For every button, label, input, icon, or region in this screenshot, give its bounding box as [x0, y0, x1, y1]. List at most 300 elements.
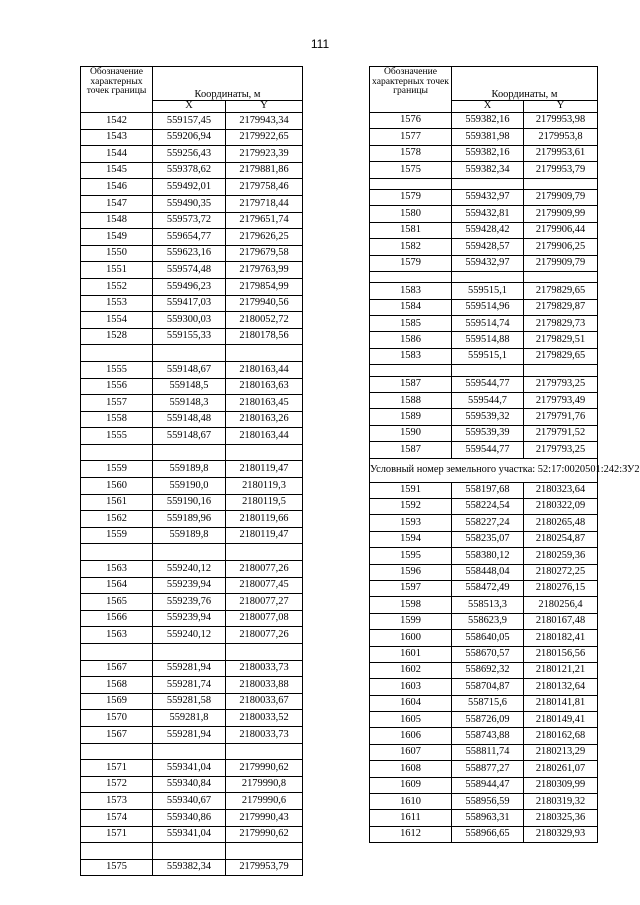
x-coordinate-cell: 559340,84	[153, 776, 226, 793]
y-coordinate-cell: 2179990,43	[226, 809, 303, 826]
table-spacer-row	[81, 743, 303, 760]
table-row	[81, 278, 303, 295]
x-coordinate-cell: 558956,59	[452, 794, 524, 810]
x-coordinate-cell: 559492,01	[153, 179, 226, 196]
table-row	[370, 810, 598, 826]
point-number-cell: 1542	[81, 113, 153, 130]
y-coordinate-cell: 2179943,34	[226, 113, 303, 130]
point-number-cell: 1597	[370, 580, 452, 596]
y-coordinate-cell: 2180119,47	[226, 461, 303, 478]
point-number-cell: 1556	[81, 378, 153, 395]
point-number-cell	[81, 843, 153, 860]
table-row	[81, 328, 303, 345]
table-row	[81, 179, 303, 196]
y-coordinate-cell: 2179953,61	[524, 145, 598, 161]
header-x: X	[153, 101, 226, 113]
table-spacer-row	[81, 345, 303, 362]
table-row	[81, 561, 303, 578]
y-coordinate-cell: 2180276,15	[524, 580, 598, 596]
x-coordinate-cell: 559281,58	[153, 693, 226, 710]
header-point-name: Обозначение характерных точек границы	[370, 67, 452, 113]
point-number-cell: 1600	[370, 630, 452, 646]
y-coordinate-cell: 2180077,26	[226, 561, 303, 578]
y-coordinate-cell: 2179679,58	[226, 245, 303, 262]
table-spacer-row	[81, 843, 303, 860]
point-number-cell: 1549	[81, 229, 153, 246]
point-number-cell: 1548	[81, 212, 153, 229]
y-coordinate-cell	[226, 644, 303, 661]
point-number-cell: 1572	[81, 776, 153, 793]
y-coordinate-cell: 2180162,68	[524, 728, 598, 744]
y-coordinate-cell: 2179763,99	[226, 262, 303, 279]
table-row	[370, 189, 598, 205]
point-number-cell	[81, 644, 153, 661]
y-coordinate-cell: 2180167,48	[524, 613, 598, 629]
point-number-cell: 1551	[81, 262, 153, 279]
point-number-cell	[370, 178, 452, 189]
x-coordinate-cell: 559490,35	[153, 195, 226, 212]
point-number-cell: 1585	[370, 316, 452, 332]
point-number-cell: 1571	[81, 826, 153, 843]
x-coordinate-cell: 558235,07	[452, 531, 524, 547]
x-coordinate-cell: 558944,47	[452, 777, 524, 793]
y-coordinate-cell: 2179758,46	[226, 179, 303, 196]
point-number-cell: 1569	[81, 693, 153, 710]
table-row	[81, 195, 303, 212]
y-coordinate-cell: 2180163,45	[226, 395, 303, 412]
table-row	[81, 245, 303, 262]
point-number-cell: 1559	[81, 527, 153, 544]
table-row	[81, 793, 303, 810]
y-coordinate-cell: 2179990,6	[226, 793, 303, 810]
x-coordinate-cell: 559381,98	[452, 129, 524, 145]
y-coordinate-cell	[226, 345, 303, 362]
table-row	[370, 348, 598, 364]
table-row	[370, 695, 598, 711]
point-number-cell: 1545	[81, 162, 153, 179]
table-row	[370, 531, 598, 547]
table-row	[81, 378, 303, 395]
point-number-cell: 1610	[370, 794, 452, 810]
y-coordinate-cell: 2179909,79	[524, 189, 598, 205]
table-row	[81, 295, 303, 312]
table-row	[370, 283, 598, 299]
y-coordinate-cell: 2179829,73	[524, 316, 598, 332]
y-coordinate-cell: 2179990,62	[226, 760, 303, 777]
table-row	[81, 461, 303, 478]
header-x: X	[452, 101, 524, 113]
point-number-cell: 1581	[370, 222, 452, 238]
point-number-cell: 1582	[370, 239, 452, 255]
x-coordinate-cell: 559382,16	[452, 145, 524, 161]
table-row	[81, 478, 303, 495]
y-coordinate-cell: 2179922,65	[226, 129, 303, 146]
table-row	[370, 826, 598, 842]
point-number-cell: 1571	[81, 760, 153, 777]
point-number-cell	[370, 365, 452, 376]
table-spacer-row	[81, 544, 303, 561]
x-coordinate-cell: 559382,34	[153, 859, 226, 876]
table-row	[370, 777, 598, 793]
y-coordinate-cell: 2179626,25	[226, 229, 303, 246]
y-coordinate-cell: 2180163,44	[226, 428, 303, 445]
x-coordinate-cell	[153, 743, 226, 760]
point-number-cell: 1575	[370, 162, 452, 178]
y-coordinate-cell: 2180254,87	[524, 531, 598, 547]
y-coordinate-cell: 2179923,39	[226, 146, 303, 163]
point-number-cell: 1554	[81, 312, 153, 329]
table-row	[81, 113, 303, 130]
table-row	[370, 613, 598, 629]
point-number-cell: 1567	[81, 660, 153, 677]
table-row	[370, 744, 598, 760]
x-coordinate-cell: 559281,8	[153, 710, 226, 727]
point-number-cell: 1557	[81, 395, 153, 412]
point-number-cell: 1561	[81, 494, 153, 511]
x-coordinate-cell: 558380,12	[452, 548, 524, 564]
x-coordinate-cell	[153, 444, 226, 461]
table-row	[370, 393, 598, 409]
x-coordinate-cell: 558966,65	[452, 826, 524, 842]
y-coordinate-cell: 2180261,07	[524, 761, 598, 777]
table-row	[81, 146, 303, 163]
table-row	[370, 162, 598, 178]
table-row	[370, 580, 598, 596]
table-row	[370, 597, 598, 613]
x-coordinate-cell: 558640,05	[452, 630, 524, 646]
point-number-cell: 1583	[370, 283, 452, 299]
y-coordinate-cell: 2179718,44	[226, 195, 303, 212]
x-coordinate-cell: 559340,86	[153, 809, 226, 826]
x-coordinate-cell: 559281,94	[153, 726, 226, 743]
y-coordinate-cell: 2180077,08	[226, 610, 303, 627]
point-number-cell: 1544	[81, 146, 153, 163]
table-row	[370, 145, 598, 161]
point-number-cell: 1546	[81, 179, 153, 196]
table-row	[370, 498, 598, 514]
point-number-cell: 1563	[81, 561, 153, 578]
x-coordinate-cell: 559544,7	[452, 393, 524, 409]
x-coordinate-cell: 559190,0	[153, 478, 226, 495]
table-row	[370, 239, 598, 255]
table-row	[370, 761, 598, 777]
y-coordinate-cell: 2180329,93	[524, 826, 598, 842]
x-coordinate-cell: 559515,1	[452, 348, 524, 364]
x-coordinate-cell: 558513,3	[452, 597, 524, 613]
table-row	[81, 361, 303, 378]
table-row	[81, 229, 303, 246]
table-row	[81, 312, 303, 329]
table-row	[81, 511, 303, 528]
point-number-cell: 1603	[370, 679, 452, 695]
x-coordinate-cell: 559239,76	[153, 594, 226, 611]
point-number-cell: 1598	[370, 597, 452, 613]
point-number-cell: 1558	[81, 411, 153, 428]
header-coordinates: Координаты, м	[452, 67, 598, 101]
point-number-cell: 1602	[370, 662, 452, 678]
y-coordinate-cell: 2180272,25	[524, 564, 598, 580]
y-coordinate-cell: 2180033,73	[226, 660, 303, 677]
point-number-cell: 1555	[81, 361, 153, 378]
table-row	[370, 630, 598, 646]
y-coordinate-cell: 2179793,25	[524, 376, 598, 392]
y-coordinate-cell: 2179793,49	[524, 393, 598, 409]
x-coordinate-cell: 559281,94	[153, 660, 226, 677]
y-coordinate-cell: 2180121,21	[524, 662, 598, 678]
y-coordinate-cell: 2180077,45	[226, 577, 303, 594]
y-coordinate-cell: 2179906,25	[524, 239, 598, 255]
x-coordinate-cell: 559148,48	[153, 411, 226, 428]
y-coordinate-cell: 2180119,5	[226, 494, 303, 511]
point-number-cell: 1586	[370, 332, 452, 348]
y-coordinate-cell: 2180119,66	[226, 511, 303, 528]
x-coordinate-cell: 559189,96	[153, 511, 226, 528]
x-coordinate-cell: 559148,3	[153, 395, 226, 412]
table-row	[370, 206, 598, 222]
point-number-cell: 1555	[81, 428, 153, 445]
table-row	[370, 482, 598, 498]
table-spacer-row	[370, 178, 598, 189]
y-coordinate-cell: 2180163,26	[226, 411, 303, 428]
point-number-cell: 1560	[81, 478, 153, 495]
y-coordinate-cell: 2179829,65	[524, 283, 598, 299]
point-number-cell: 1591	[370, 482, 452, 498]
x-coordinate-cell: 559340,67	[153, 793, 226, 810]
point-number-cell: 1609	[370, 777, 452, 793]
point-number-cell: 1604	[370, 695, 452, 711]
table-row	[81, 162, 303, 179]
point-number-cell: 1584	[370, 299, 452, 315]
table-row	[81, 760, 303, 777]
x-coordinate-cell: 559539,39	[452, 425, 524, 441]
y-coordinate-cell: 2179793,25	[524, 442, 598, 458]
header-point-name: Обозначение характерных точек границы	[81, 67, 153, 113]
x-coordinate-cell: 558670,57	[452, 646, 524, 662]
point-number-cell: 1579	[370, 189, 452, 205]
y-coordinate-cell: 2180323,64	[524, 482, 598, 498]
table-row	[370, 712, 598, 728]
table-row	[370, 442, 598, 458]
point-number-cell: 1605	[370, 712, 452, 728]
point-number-cell: 1578	[370, 145, 452, 161]
x-coordinate-cell: 558743,88	[452, 728, 524, 744]
table-row	[370, 564, 598, 580]
x-coordinate-cell: 559539,32	[452, 409, 524, 425]
point-number-cell: 1592	[370, 498, 452, 514]
x-coordinate-cell: 559155,33	[153, 328, 226, 345]
table-row	[81, 693, 303, 710]
x-coordinate-cell: 558877,27	[452, 761, 524, 777]
point-number-cell: 1589	[370, 409, 452, 425]
point-number-cell: 1573	[81, 793, 153, 810]
y-coordinate-cell: 2180119,47	[226, 527, 303, 544]
table-row	[81, 677, 303, 694]
point-number-cell: 1576	[370, 113, 452, 129]
point-number-cell: 1564	[81, 577, 153, 594]
table-row	[81, 809, 303, 826]
table-row	[81, 710, 303, 727]
table-row	[370, 222, 598, 238]
x-coordinate-cell: 559428,57	[452, 239, 524, 255]
table-row	[81, 395, 303, 412]
point-number-cell: 1550	[81, 245, 153, 262]
table-row	[81, 262, 303, 279]
y-coordinate-cell: 2180033,88	[226, 677, 303, 694]
y-coordinate-cell: 2179829,51	[524, 332, 598, 348]
table-row	[81, 627, 303, 644]
y-coordinate-cell: 2180052,72	[226, 312, 303, 329]
table-row	[370, 662, 598, 678]
point-number-cell: 1568	[81, 677, 153, 694]
point-number-cell	[81, 345, 153, 362]
table-row	[81, 577, 303, 594]
x-coordinate-cell: 559514,96	[452, 299, 524, 315]
x-coordinate-cell: 558963,31	[452, 810, 524, 826]
x-coordinate-cell: 558623,9	[452, 613, 524, 629]
point-number-cell: 1577	[370, 129, 452, 145]
point-number-cell: 1565	[81, 594, 153, 611]
x-coordinate-cell: 559544,77	[452, 442, 524, 458]
table-row	[81, 826, 303, 843]
x-coordinate-cell: 558692,32	[452, 662, 524, 678]
table-row	[81, 726, 303, 743]
point-number-cell: 1579	[370, 255, 452, 271]
point-number-cell: 1611	[370, 810, 452, 826]
table-row	[370, 646, 598, 662]
table-row	[370, 794, 598, 810]
y-coordinate-cell: 2180077,27	[226, 594, 303, 611]
point-number-cell	[81, 544, 153, 561]
point-number-cell: 1612	[370, 826, 452, 842]
x-coordinate-cell: 559190,16	[153, 494, 226, 511]
x-coordinate-cell: 558197,68	[452, 482, 524, 498]
y-coordinate-cell: 2180163,63	[226, 378, 303, 395]
point-number-cell: 1570	[81, 710, 153, 727]
table-row	[81, 212, 303, 229]
table-row	[370, 425, 598, 441]
point-number-cell: 1587	[370, 376, 452, 392]
x-coordinate-cell: 558227,24	[452, 515, 524, 531]
point-number-cell: 1562	[81, 511, 153, 528]
x-coordinate-cell: 558715,6	[452, 695, 524, 711]
y-coordinate-cell: 2180213,29	[524, 744, 598, 760]
y-coordinate-cell: 2179953,79	[524, 162, 598, 178]
y-coordinate-cell: 2180325,36	[524, 810, 598, 826]
point-number-cell: 1593	[370, 515, 452, 531]
x-coordinate-cell: 559417,03	[153, 295, 226, 312]
y-coordinate-cell: 2179940,56	[226, 295, 303, 312]
x-coordinate-cell: 558704,87	[452, 679, 524, 695]
y-coordinate-cell: 2180033,52	[226, 710, 303, 727]
y-coordinate-cell: 2180322,09	[524, 498, 598, 514]
y-coordinate-cell: 2180178,56	[226, 328, 303, 345]
point-number-cell	[81, 743, 153, 760]
x-coordinate-cell: 559432,81	[452, 206, 524, 222]
x-coordinate-cell: 558726,09	[452, 712, 524, 728]
y-coordinate-cell: 2180163,44	[226, 361, 303, 378]
x-coordinate-cell: 559240,12	[153, 627, 226, 644]
x-coordinate-cell	[452, 178, 524, 189]
y-coordinate-cell: 2180309,99	[524, 777, 598, 793]
point-number-cell: 1580	[370, 206, 452, 222]
point-number-cell: 1575	[81, 859, 153, 876]
y-coordinate-cell: 2180141,81	[524, 695, 598, 711]
x-coordinate-cell: 559654,77	[153, 229, 226, 246]
table-row	[81, 494, 303, 511]
table-row	[370, 728, 598, 744]
point-number-cell: 1583	[370, 348, 452, 364]
table-row	[370, 548, 598, 564]
y-coordinate-cell: 2180259,36	[524, 548, 598, 564]
table-row	[370, 376, 598, 392]
y-coordinate-cell: 2180119,3	[226, 478, 303, 495]
page-number: 111	[310, 37, 330, 51]
table-row	[81, 859, 303, 876]
point-number-cell: 1590	[370, 425, 452, 441]
x-coordinate-cell: 559382,34	[452, 162, 524, 178]
x-coordinate-cell: 559240,12	[153, 561, 226, 578]
x-coordinate-cell: 559514,74	[452, 316, 524, 332]
x-coordinate-cell: 558472,49	[452, 580, 524, 596]
y-coordinate-cell: 2180132,64	[524, 679, 598, 695]
point-number-cell: 1559	[81, 461, 153, 478]
x-coordinate-cell: 559300,03	[153, 312, 226, 329]
y-coordinate-cell: 2180265,48	[524, 515, 598, 531]
x-coordinate-cell: 558811,74	[452, 744, 524, 760]
x-coordinate-cell: 559281,74	[153, 677, 226, 694]
x-coordinate-cell: 559496,23	[153, 278, 226, 295]
y-coordinate-cell	[226, 444, 303, 461]
point-number-cell: 1587	[370, 442, 452, 458]
y-coordinate-cell	[524, 271, 598, 282]
y-coordinate-cell: 2179953,98	[524, 113, 598, 129]
point-number-cell: 1552	[81, 278, 153, 295]
x-coordinate-cell: 559515,1	[452, 283, 524, 299]
coordinates-table-right	[369, 66, 640, 843]
point-number-cell: 1606	[370, 728, 452, 744]
x-coordinate-cell	[153, 345, 226, 362]
table-row	[81, 129, 303, 146]
x-coordinate-cell: 559256,43	[153, 146, 226, 163]
y-coordinate-cell: 2179791,76	[524, 409, 598, 425]
x-coordinate-cell	[153, 544, 226, 561]
y-coordinate-cell: 2179909,99	[524, 206, 598, 222]
table-row	[370, 299, 598, 315]
header-y: Y	[524, 101, 598, 113]
point-number-cell: 1601	[370, 646, 452, 662]
x-coordinate-cell	[452, 271, 524, 282]
x-coordinate-cell: 559239,94	[153, 610, 226, 627]
x-coordinate-cell: 559432,97	[452, 255, 524, 271]
point-number-cell: 1528	[81, 328, 153, 345]
x-coordinate-cell: 559148,5	[153, 378, 226, 395]
coordinates-table-left	[80, 66, 303, 876]
x-coordinate-cell: 559239,94	[153, 577, 226, 594]
table-row	[370, 409, 598, 425]
x-coordinate-cell: 559432,97	[452, 189, 524, 205]
x-coordinate-cell	[452, 365, 524, 376]
table-row	[370, 679, 598, 695]
x-coordinate-cell: 559574,48	[153, 262, 226, 279]
y-coordinate-cell: 2179990,8	[226, 776, 303, 793]
x-coordinate-cell: 559623,16	[153, 245, 226, 262]
point-number-cell: 1596	[370, 564, 452, 580]
y-coordinate-cell: 2179881,86	[226, 162, 303, 179]
y-coordinate-cell: 2179854,99	[226, 278, 303, 295]
x-coordinate-cell: 559157,45	[153, 113, 226, 130]
x-coordinate-cell: 559341,04	[153, 760, 226, 777]
y-coordinate-cell: 2179829,65	[524, 348, 598, 364]
